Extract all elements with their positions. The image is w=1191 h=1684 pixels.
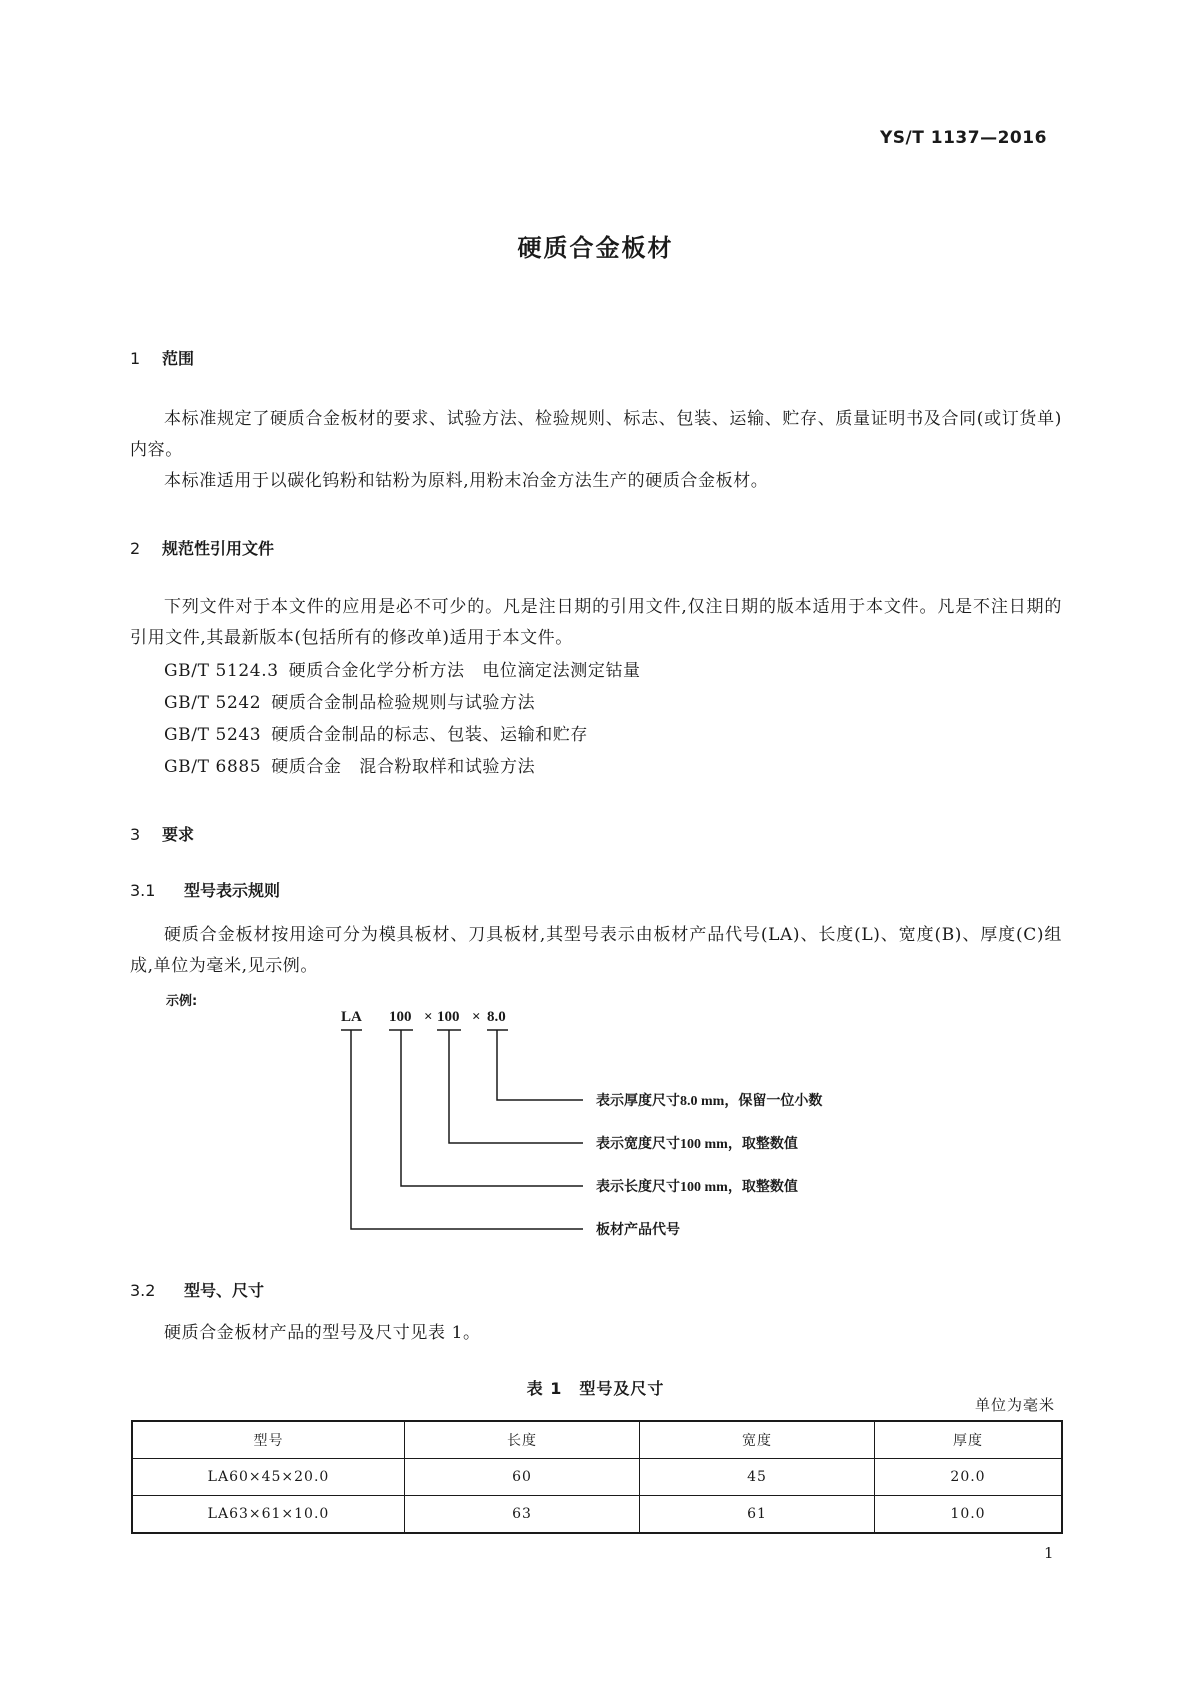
section-1-heading <box>130 346 194 369</box>
annotation-code: 板材产品代号 <box>596 1223 680 1238</box>
reference-title: 硬质合金制品检验规则与试验方法 <box>271 693 536 713</box>
section-title: 范围 <box>162 349 195 368</box>
paragraph: 本标准适用于以碳化钨粉和钴粉为原料,用粉末冶金方法生产的硬质合金板材。 <box>164 471 769 491</box>
reference-code: GB/T 5243 <box>164 725 262 745</box>
diagram-part-code: LA <box>341 1009 362 1025</box>
diagram-part-width: 100 <box>437 1009 460 1025</box>
section-2-body <box>130 592 1062 654</box>
section-3-heading <box>130 822 194 845</box>
section-number: 3.1 <box>130 881 156 900</box>
section-3-1-body <box>130 920 1062 982</box>
section-title: 要求 <box>162 825 195 844</box>
reference-item <box>164 687 641 719</box>
column-header: 长度 <box>405 1421 640 1459</box>
table-cell: LA60×45×20.0 <box>132 1459 405 1496</box>
table-cell: 61 <box>640 1496 875 1534</box>
section-number: 3 <box>130 825 141 844</box>
section-number: 1 <box>130 349 141 368</box>
section-title: 型号、尺寸 <box>184 1281 265 1300</box>
annotation-width: 表示宽度尺寸100 mm，取整数值 <box>596 1137 798 1152</box>
diagram-part-thickness: 8.0 <box>487 1009 506 1025</box>
leader-code <box>351 1030 583 1229</box>
section-2-heading <box>130 536 274 559</box>
table-header-row <box>132 1421 1062 1459</box>
table-cell: LA63×61×10.0 <box>132 1496 405 1534</box>
diagram-part-length: 100 <box>389 1009 412 1025</box>
reference-code: GB/T 5242 <box>164 693 262 713</box>
table-caption: 表 1 型号及尺寸 <box>526 1379 665 1398</box>
section-3-2-body <box>130 1318 1062 1349</box>
table-cell: 45 <box>640 1459 875 1496</box>
paragraph: 硬质合金板材产品的型号及尺寸见表 1。 <box>164 1323 481 1343</box>
page-number: 1 <box>1044 1544 1054 1562</box>
document-title: 硬质合金板材 <box>517 234 674 262</box>
unit-note: 单位为毫米 <box>975 1396 1056 1414</box>
paragraph: 本标准规定了硬质合金板材的要求、试验方法、检验规则、标志、包装、运输、贮存、质量证明书及合同(或订货单)内容。 <box>130 409 1062 460</box>
column-header: 宽度 <box>640 1421 875 1459</box>
reference-list <box>164 655 641 783</box>
reference-title: 硬质合金化学分析方法 电位滴定法测定钴量 <box>288 661 641 681</box>
diagram-part-times: × <box>472 1009 481 1025</box>
reference-item <box>164 655 641 687</box>
section-number: 3.2 <box>130 1281 156 1300</box>
leader-thickness <box>497 1030 583 1100</box>
table-cell: 20.0 <box>875 1459 1063 1496</box>
section-3-1-heading <box>130 878 280 901</box>
table-row <box>132 1496 1062 1534</box>
reference-item <box>164 751 641 783</box>
annotation-thickness: 表示厚度尺寸8.0 mm，保留一位小数 <box>596 1094 823 1109</box>
reference-title: 硬质合金制品的标志、包装、运输和贮存 <box>271 725 589 745</box>
reference-item <box>164 719 641 751</box>
leader-width <box>449 1030 583 1143</box>
paragraph: 硬质合金板材按用途可分为模具板材、刀具板材,其型号表示由板材产品代号(LA)、长度(L)、宽度(B)、厚度(C)组成,单位为毫米,见示例。 <box>130 925 1062 976</box>
reference-code: GB/T 5124.3 <box>164 661 279 681</box>
column-header: 厚度 <box>875 1421 1063 1459</box>
table-row <box>132 1459 1062 1496</box>
table-cell: 60 <box>405 1459 640 1496</box>
section-1-body <box>130 404 1062 497</box>
table-cell: 10.0 <box>875 1496 1063 1534</box>
reference-title: 硬质合金 混合粉取样和试验方法 <box>271 757 536 777</box>
section-title: 规范性引用文件 <box>162 539 275 558</box>
example-label: 示例: <box>166 994 198 1009</box>
reference-code: GB/T 6885 <box>164 757 262 777</box>
annotation-length: 表示长度尺寸100 mm，取整数值 <box>596 1180 798 1195</box>
section-title: 型号表示规则 <box>184 881 281 900</box>
column-header: 型号 <box>132 1421 405 1459</box>
section-number: 2 <box>130 539 141 558</box>
paragraph: 下列文件对于本文件的应用是必不可少的。凡是注日期的引用文件,仅注日期的版本适用于本文件。凡是不注日期的引用文件,其最新版本(包括所有的修改单)适用于本文件。 <box>130 597 1062 648</box>
size-table <box>131 1420 1063 1534</box>
standard-code: YS/T 1137—2016 <box>880 128 1047 148</box>
diagram-part-times: × <box>424 1009 433 1025</box>
section-3-2-heading <box>130 1278 264 1301</box>
leader-length <box>401 1030 583 1186</box>
table-cell: 63 <box>405 1496 640 1534</box>
